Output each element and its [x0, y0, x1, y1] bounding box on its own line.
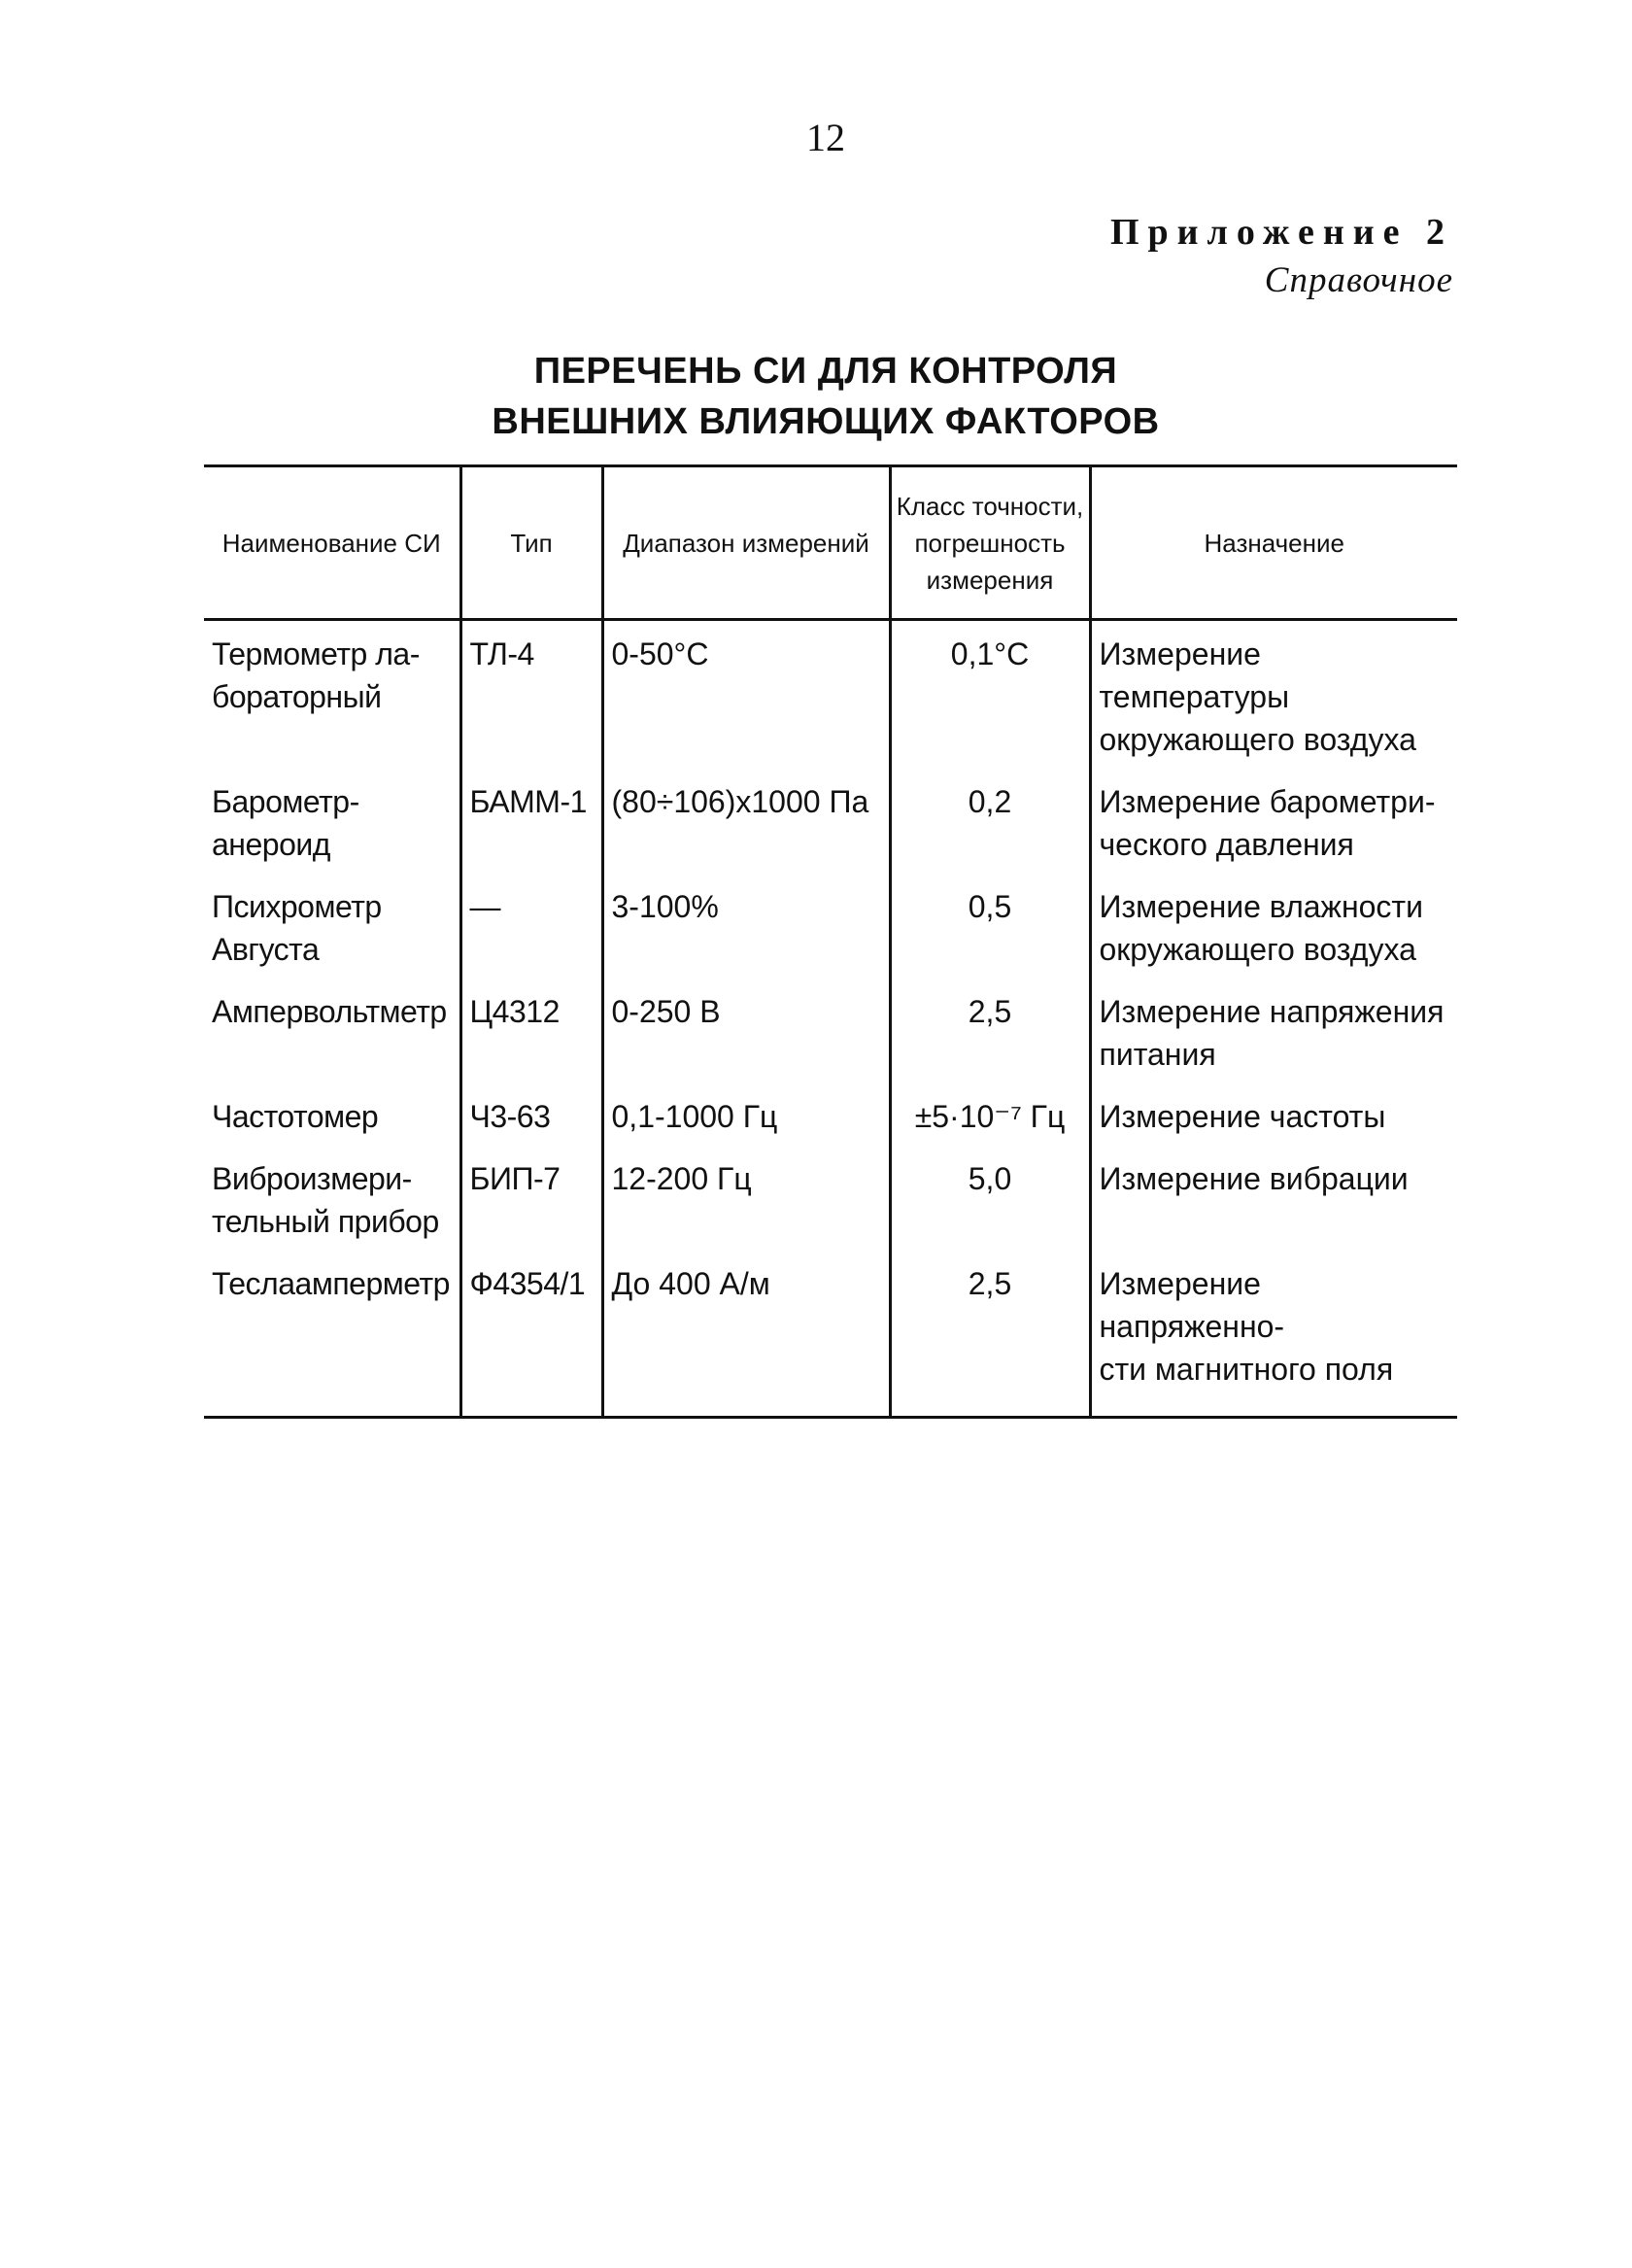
cell-range: 12-200 Гц [602, 1150, 890, 1254]
cell-purpose: Измерение вибрации [1090, 1150, 1457, 1254]
cell-range: (80÷106)x1000 Па [602, 773, 890, 877]
cell-accuracy: 0,1°С [890, 620, 1090, 773]
cell-name: Ампервольтметр [212, 994, 447, 1029]
cell-accuracy: 0,2 [890, 773, 1090, 877]
cell-accuracy: 5,0 [890, 1150, 1090, 1254]
table-header-row [204, 466, 1457, 620]
cell-type: БАММ-1 [460, 773, 602, 877]
table-row [204, 1150, 1457, 1254]
cell-purpose: Измерение напряженно- сти магнитного поля [1090, 1254, 1457, 1418]
appendix-label: Приложение 2 [1109, 212, 1453, 253]
cell-name: Термометр ла- бораторный [212, 636, 420, 714]
cell-type: БИП-7 [460, 1150, 602, 1254]
cell-type: Ц4312 [460, 982, 602, 1087]
table-row [204, 877, 1457, 982]
cell-range: 0-250 В [602, 982, 890, 1087]
header-purpose: Назначение [1090, 466, 1457, 620]
cell-range: 3-100% [602, 877, 890, 982]
cell-range: До 400 А/м [602, 1254, 890, 1418]
cell-accuracy: 2,5 [890, 982, 1090, 1087]
cell-type: — [460, 877, 602, 982]
document-title-line-1: ПЕРЕЧЕНЬ СИ ДЛЯ КОНТРОЛЯ [533, 351, 1118, 392]
table-row [204, 982, 1457, 1087]
cell-type: Ч3-63 [460, 1087, 602, 1150]
cell-accuracy: 2,5 [890, 1254, 1090, 1418]
table-row [204, 1254, 1457, 1418]
cell-purpose: Измерение частоты [1090, 1087, 1457, 1150]
table-row [204, 773, 1457, 877]
cell-name: Барометр- анероид [212, 784, 359, 862]
header-type: Тип [460, 466, 602, 620]
measuring-instruments-table [204, 464, 1457, 1419]
header-range: Диапазон измерений [602, 466, 890, 620]
cell-purpose: Измерение напряжения питания [1090, 982, 1457, 1087]
table-row [204, 620, 1457, 773]
document-title-line-2: ВНЕШНИХ ВЛИЯЮЩИХ ФАКТОРОВ [492, 401, 1160, 442]
cell-type: Ф4354/1 [460, 1254, 602, 1418]
cell-range: 0-50°С [602, 620, 890, 773]
header-accuracy: Класс точности, погрешность измерения [890, 466, 1090, 620]
appendix-block [1110, 208, 1453, 305]
page-number: 12 [806, 116, 845, 159]
cell-name: Психрометр Августа [212, 889, 382, 967]
cell-accuracy: 0,5 [890, 877, 1090, 982]
cell-purpose: Измерение влажности окружающего воздуха [1090, 877, 1457, 982]
appendix-note: Справочное [1264, 260, 1453, 300]
cell-purpose: Измерение температуры окружающего воздуха [1090, 620, 1457, 773]
document-title [0, 346, 1632, 447]
cell-name: Теслаамперметр [212, 1266, 450, 1301]
header-name: Наименование СИ [204, 466, 460, 620]
cell-accuracy: ±5·10⁻⁷ Гц [890, 1087, 1090, 1150]
cell-type: ТЛ-4 [460, 620, 602, 773]
cell-range: 0,1-1000 Гц [602, 1087, 890, 1150]
cell-name: Частотомер [212, 1099, 379, 1134]
table-row [204, 1087, 1457, 1150]
cell-purpose: Измерение барометри- ческого давления [1090, 773, 1457, 877]
cell-name: Виброизмери- тельный прибор [212, 1161, 439, 1239]
